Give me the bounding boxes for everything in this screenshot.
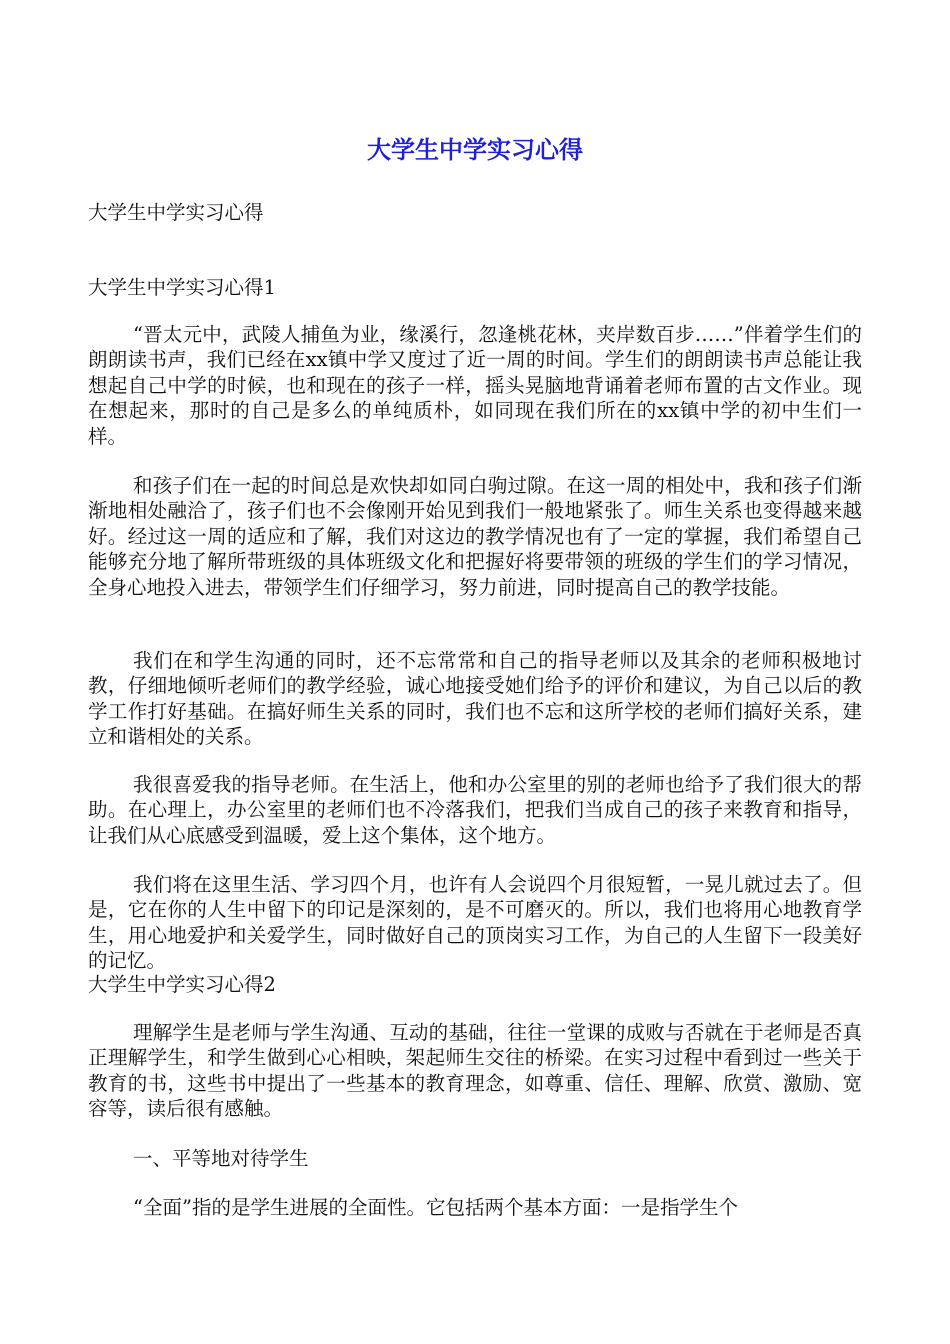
section-2-paragraph-1: 理解学生是老师与学生沟通、互动的基础，往往一堂课的成败与否就在于老师是否真正理解学生，和学生做到心心相映，架起师生交往的桥梁。在实习过程中看到过一些关于教育的书，这些书中提出了一些基本的教育理念，如尊重、信任、理解、欣赏、激励、宽容等，读后很有感触。 <box>88 1021 862 1121</box>
section-1-paragraph-4: 我很喜爱我的指导老师。在生活上，他和办公室里的别的老师也给予了我们很大的帮助。在心理上，办公室里的老师们也不冷落我们，把我们当成自己的孩子来教育和指导，让我们从心底感受到温暖，爱上这个集体，这个地方。 <box>88 773 862 847</box>
section-1-paragraph-1: “晋太元中，武陵人捕鱼为业，缘溪行，忽逢桃花林，夹岸数百步……”伴着学生们的朗朗读书声，我们已经在xx镇中学又度过了近一周的时间。学生们的朗朗读书声总能让我想起自己中学的时候，也和现在的孩子一样，摇头晃脑地背诵着老师布置的古文作业。现在想起来，那时的自己是多么的单纯质朴，如同现在我们所在的xx镇中学的初中生们一样。 <box>88 323 862 448</box>
section-1-heading: 大学生中学实习心得1 <box>88 276 276 299</box>
section-1-paragraph-3: 我们在和学生沟通的同时，还不忘常常和自己的指导老师以及其余的老师积极地讨教，仔细地倾听老师们的教学经验，诚心地接受她们给予的评价和建议，为自己以后的教学工作打好基础。在搞好师生关系的同时，我们也不忘和这所学校的老师们搞好关系，建立和谐相处的关系。 <box>88 649 862 749</box>
section-1-paragraph-2: 和孩子们在一起的时间总是欢快却如同白驹过隙。在这一周的相处中，我和孩子们渐渐地相处融洽了，孩子们也不会像刚开始见到我们一般地紧张了。师生关系也变得越来越好。经过这一周的适应和了解，我们对这边的教学情况也有了一定的掌握，我们希望自己能够充分地了解所带班级的具体班级文化和把握好将要带领的班级的学生们的学习情况，全身心地投入进去，带领学生们仔细学习，努力前进，同时提高自己的教学技能。 <box>88 474 862 599</box>
document-subtitle: 大学生中学实习心得 <box>88 201 264 224</box>
document-title: 大学生中学实习心得 <box>367 136 583 164</box>
section-2-heading: 大学生中学实习心得2 <box>88 973 276 996</box>
subheading-equal-treatment: 一、平等地对待学生 <box>133 1147 309 1170</box>
last-visible-line: “全面”指的是学生进展的全面性。它包括两个基本方面：一是指学生个 <box>133 1196 738 1219</box>
section-1-paragraph-5: 我们将在这里生活、学习四个月，也许有人会说四个月很短暂，一晃儿就过去了。但是，它在你的人生中留下的印记是深刻的，是不可磨灭的。所以，我们也将用心地教育学生，用心地爱护和关爱学生，同时做好自己的顶岗实习工作，为自己的人生留下一段美好的记忆。 <box>88 873 862 973</box>
